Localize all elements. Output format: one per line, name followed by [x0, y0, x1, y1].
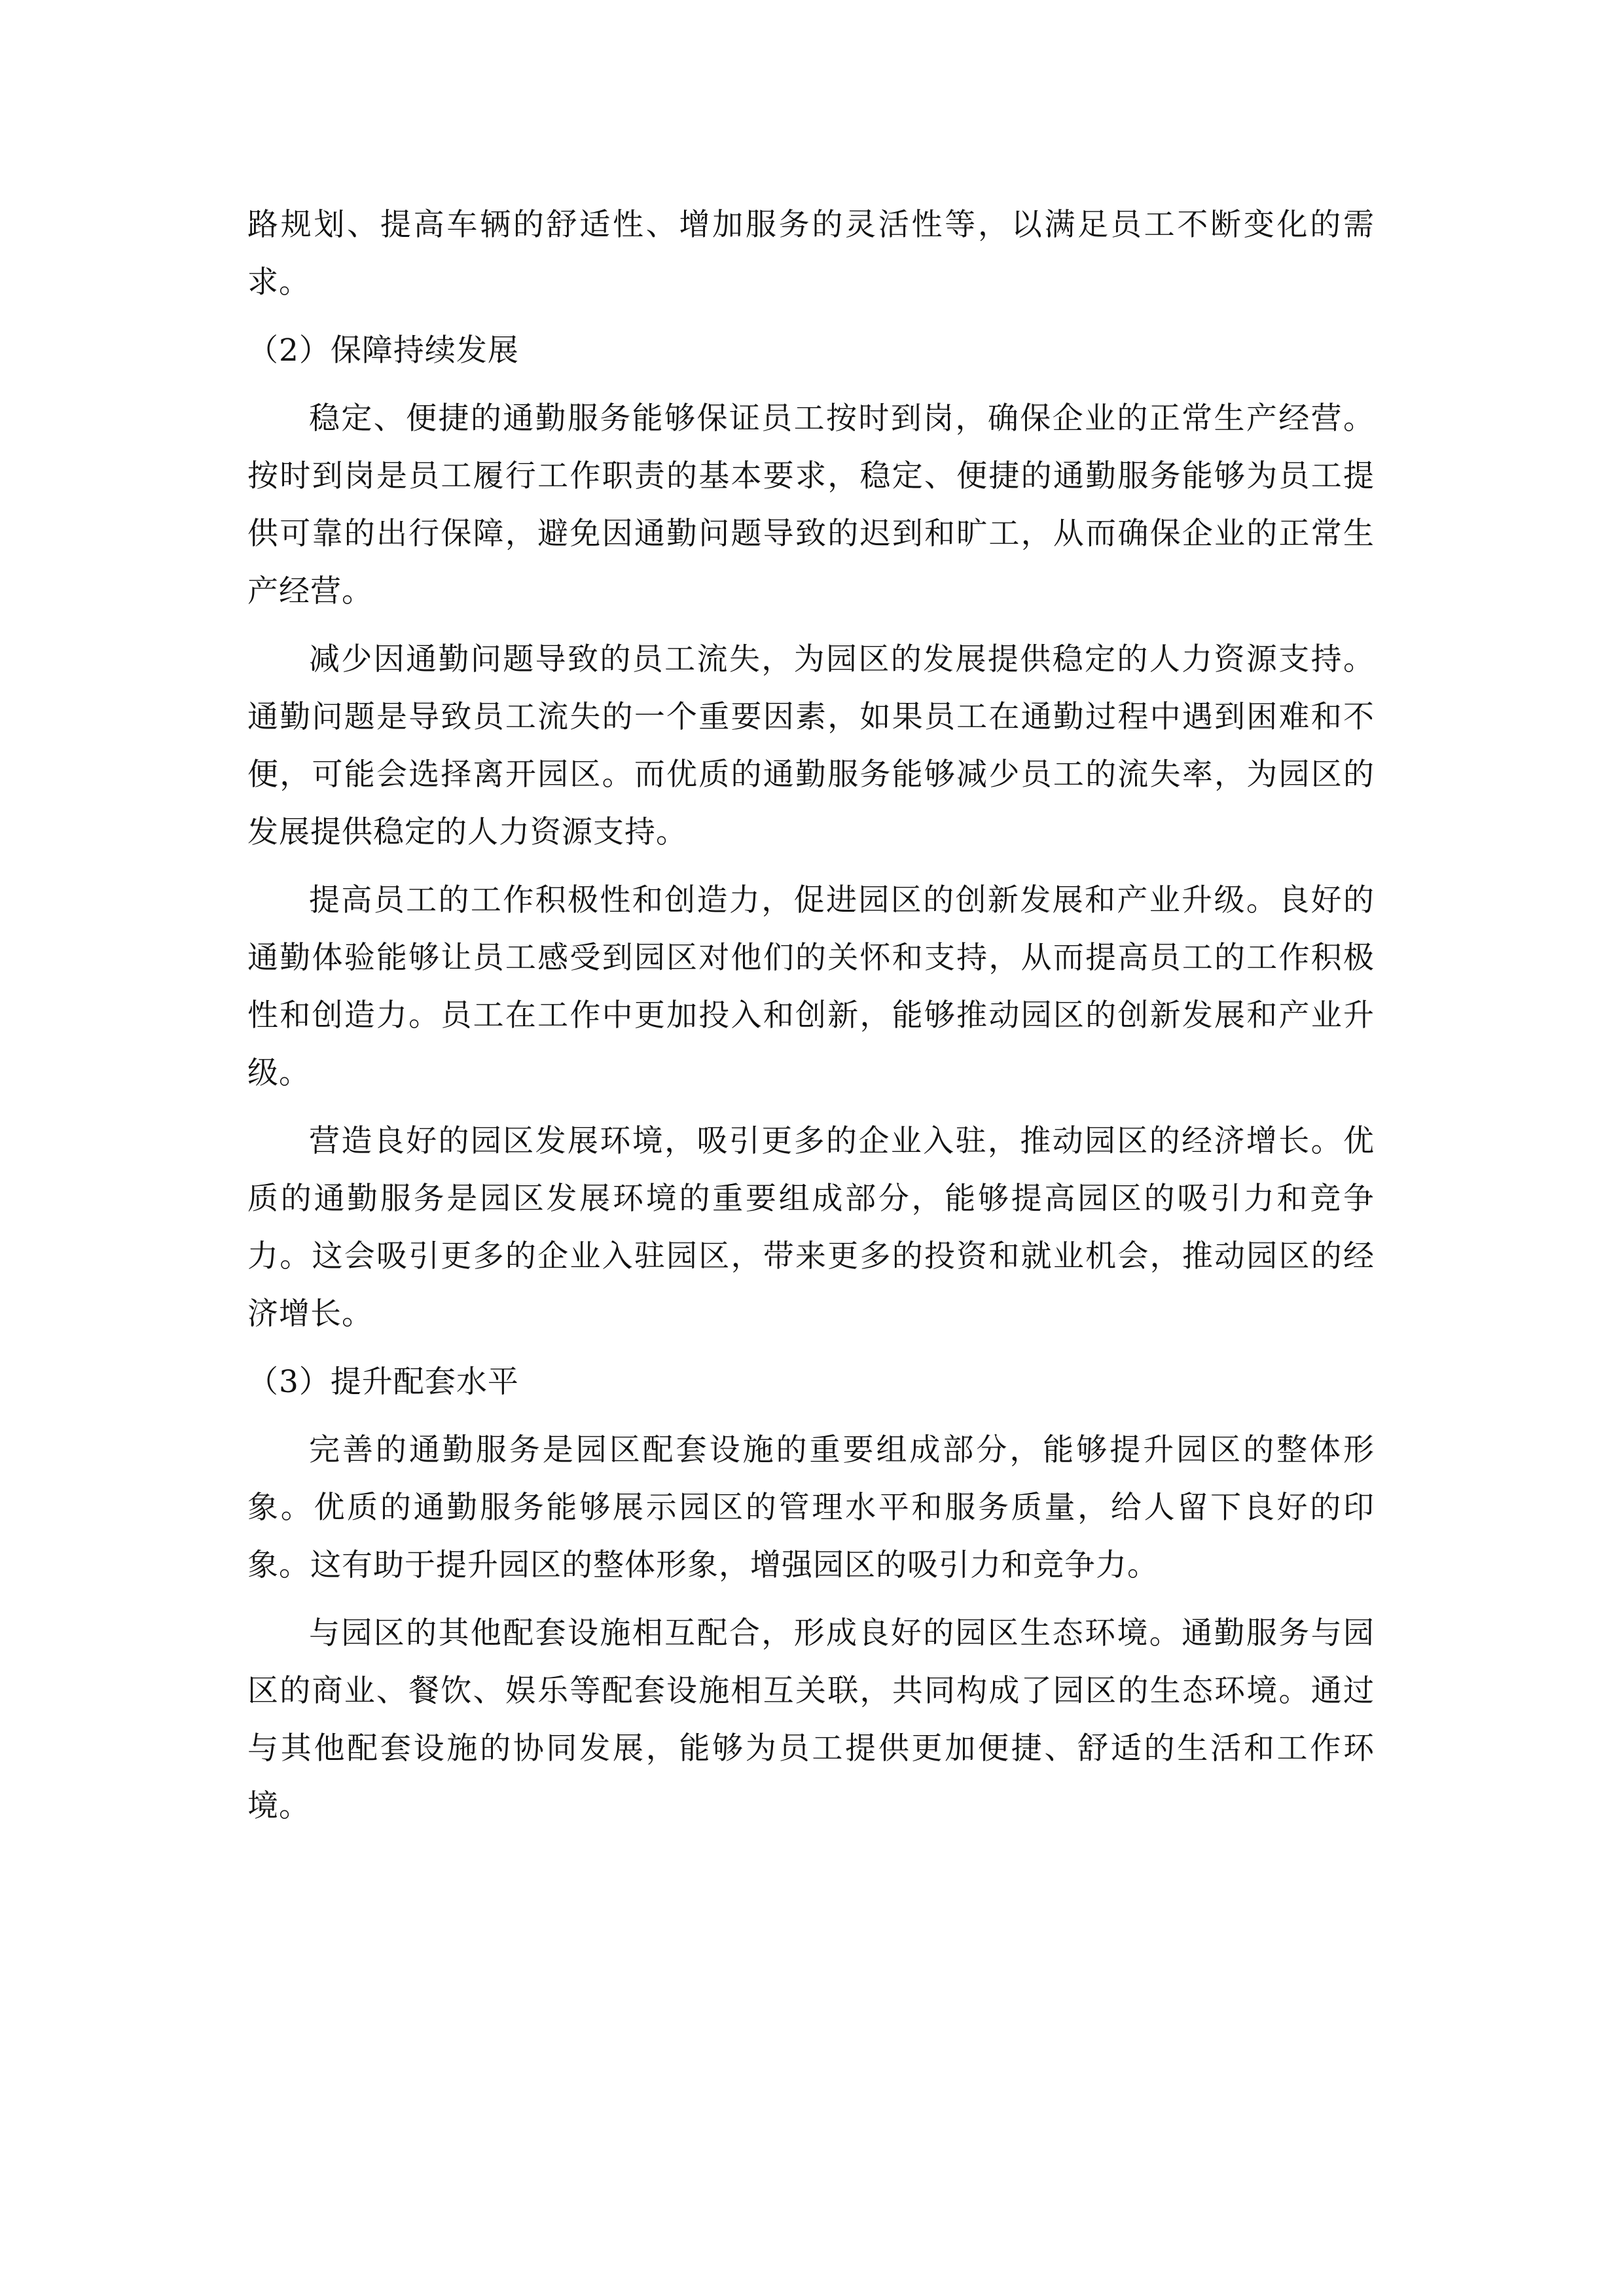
paragraph-continuation: 路规划、提高车辆的舒适性、增加服务的灵活性等，以满足员工不断变化的需求。 — [247, 207, 1375, 300]
paragraph: 营造良好的园区发展环境，吸引更多的企业入驻，推动园区的经济增长。优质的通勤服务是园区发展环境的重要组成部分，能够提高园区的吸引力和竞争力。这会吸引更多的企业入驻园区，带来更多的投资和就业机会，推动园区的经济增长。 — [247, 1123, 1375, 1332]
paragraph: 提高员工的工作积极性和创造力，促进园区的创新发展和产业升级。良好的通勤体验能够让员工感受到园区对他们的关怀和支持，从而提高员工的工作积极性和创造力。员工在工作中更加投入和创新，能够推动园区的创新发展和产业升级。 — [247, 882, 1375, 1091]
section-heading-2: （2）保障持续发展 — [247, 332, 519, 368]
section-heading-3: （3）提升配套水平 — [247, 1364, 519, 1400]
document-body — [247, 196, 1375, 1835]
paragraph: 完善的通勤服务是园区配套设施的重要组成部分，能够提升园区的整体形象。优质的通勤服务能够展示园区的管理水平和服务质量，给人留下良好的印象。这有助于提升园区的整体形象，增强园区的吸引力和竞争力。 — [247, 1432, 1375, 1583]
paragraph: 与园区的其他配套设施相互配合，形成良好的园区生态环境。通勤服务与园区的商业、餐饮、娱乐等配套设施相互关联，共同构成了园区的生态环境。通过与其他配套设施的协同发展，能够为员工提供更加便捷、舒适的生活和工作环境。 — [247, 1615, 1375, 1824]
paragraph: 减少因通勤问题导致的员工流失，为园区的发展提供稳定的人力资源支持。通勤问题是导致员工流失的一个重要因素，如果员工在通勤过程中遇到困难和不便，可能会选择离开园区。而优质的通勤服务能够减少员工的流失率，为园区的发展提供稳定的人力资源支持。 — [247, 641, 1375, 850]
paragraph: 稳定、便捷的通勤服务能够保证员工按时到岗，确保企业的正常生产经营。按时到岗是员工履行工作职责的基本要求，稳定、便捷的通勤服务能够为员工提供可靠的出行保障，避免因通勤问题导致的迟到和旷工，从而确保企业的正常生产经营。 — [247, 401, 1375, 609]
